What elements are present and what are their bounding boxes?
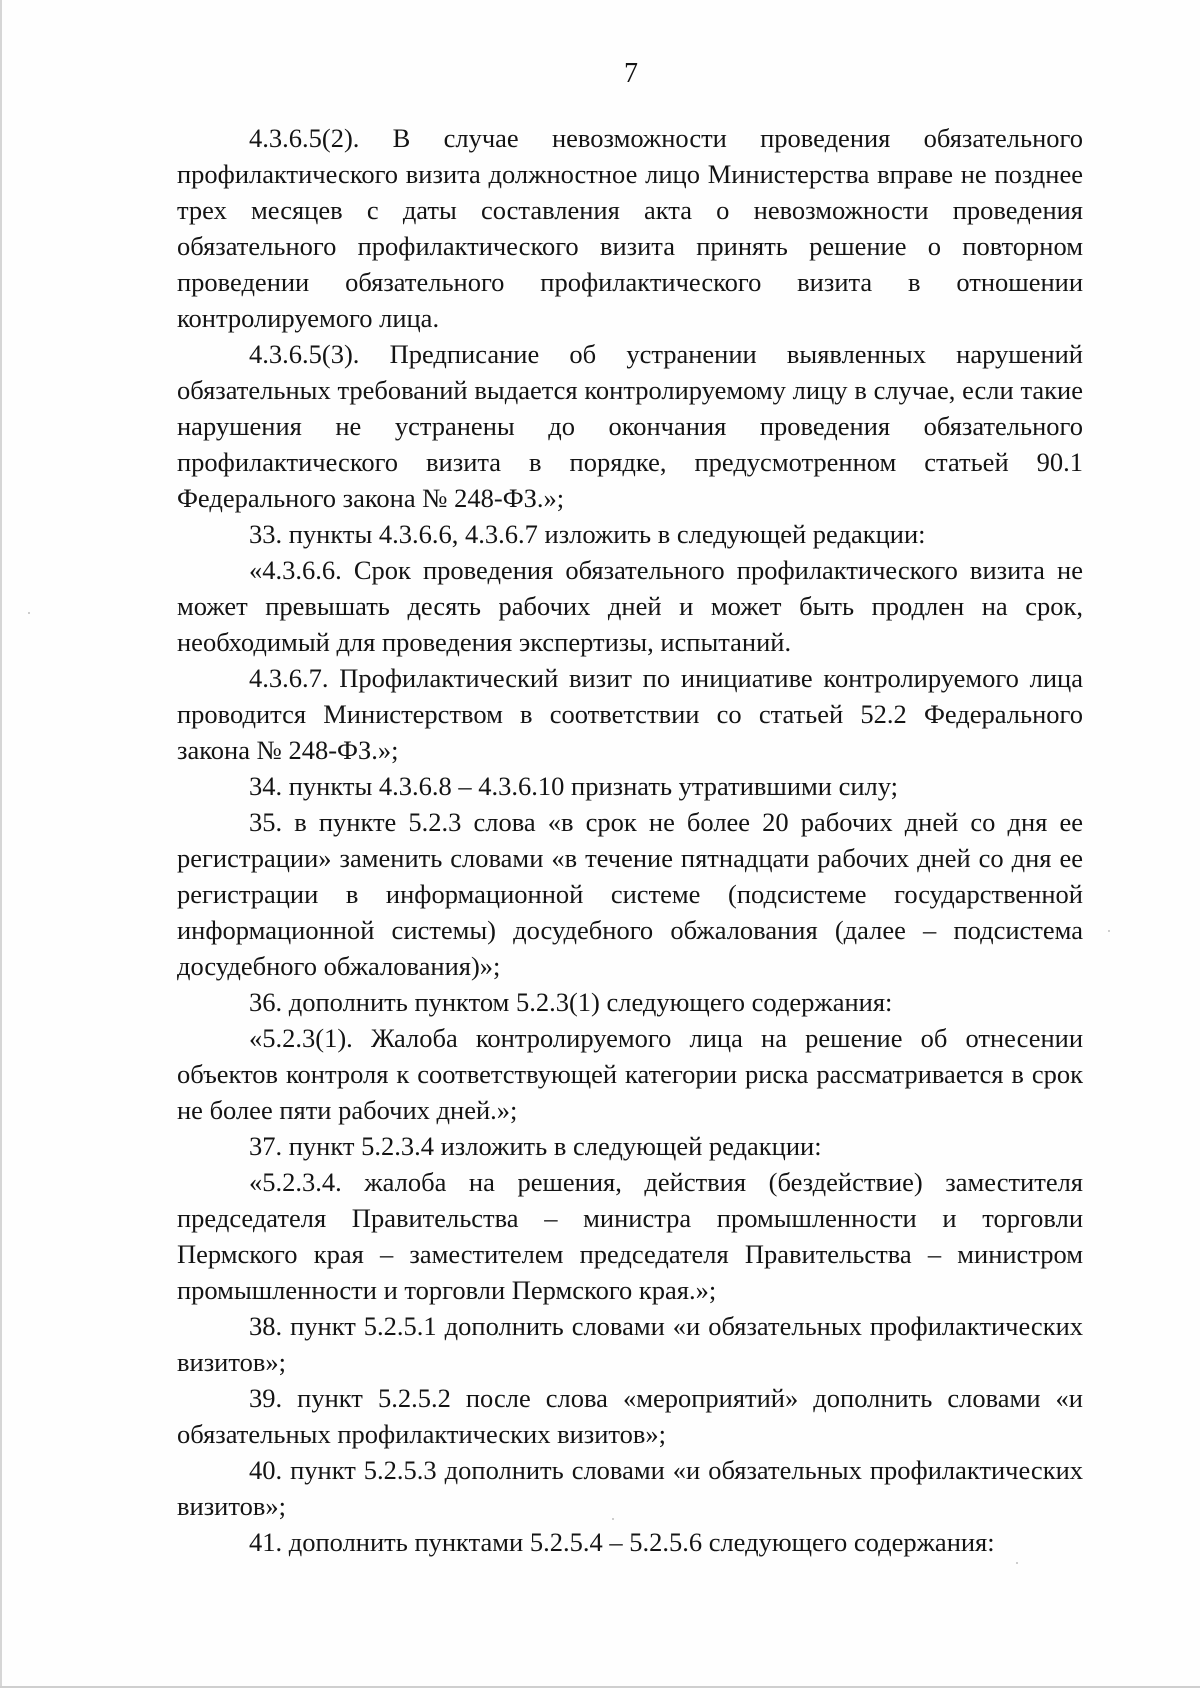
scan-speck xyxy=(1108,930,1110,932)
paragraph-5-2-3-4: «5.2.3.4. жалоба на решения, действия (бездействие) заместителя председателя Правительства – министра промышленности и торговли Пермского края – заместителем председателя Правительства – министром промышленности и торговли Пермского края.»; xyxy=(177,1167,1083,1305)
paragraph-item-34: 34. пункты 4.3.6.8 – 4.3.6.10 признать утратившими силу; xyxy=(249,771,899,801)
paragraph-item-33: 33. пункты 4.3.6.6, 4.3.6.7 изложить в следующей редакции: xyxy=(249,519,926,549)
paragraph-item-40: 40. пункт 5.2.5.3 дополнить словами «и обязательных профилактических визитов»; xyxy=(177,1455,1083,1521)
scan-speck xyxy=(28,612,30,614)
scan-speck xyxy=(612,1518,614,1520)
paragraph-4-3-6-7: 4.3.6.7. Профилактический визит по инициативе контролируемого лица проводится Министерством в соответствии со статьей 52.2 Федерального закона № 248-ФЗ.»; xyxy=(177,663,1083,765)
paragraph-4-3-6-5-3: 4.3.6.5(3). Предписание об устранении выявленных нарушений обязательных требований выдается контролируемому лицу в случае, если такие нарушения не устранены до окончания проведения обязательного профилактического визита в порядке, предусмотренном статьей 90.1 Федерального закона № 248-ФЗ.»; xyxy=(177,339,1083,513)
paragraph-4-3-6-5-2: 4.3.6.5(2). В случае невозможности проведения обязательного профилактического визита должностное лицо Министерства вправе не позднее трех месяцев с даты составления акта о невозможности проведения обязательного профилактического визита принять решение о повторном проведении обязательного профилактического визита в отношении контролируемого лица. xyxy=(177,123,1083,333)
paragraph-item-38: 38. пункт 5.2.5.1 дополнить словами «и обязательных профилактических визитов»; xyxy=(177,1311,1083,1377)
scan-edge-left xyxy=(0,0,2,1688)
paragraph-item-37: 37. пункт 5.2.3.4 изложить в следующей редакции: xyxy=(249,1131,822,1161)
paragraph-item-35: 35. в пункте 5.2.3 слова «в срок не более 20 рабочих дней со дня ее регистрации» заменить словами «в течение пятнадцати рабочих дней со дня ее регистрации в информационной системе (подсистеме государственной информационной системы) досудебного обжалования (далее – подсистема досудебного обжалования)»; xyxy=(177,807,1083,981)
page-number: 7 xyxy=(624,58,638,89)
paragraph-item-41: 41. дополнить пунктами 5.2.5.4 – 5.2.5.6 следующего содержания: xyxy=(249,1527,995,1557)
paragraph-5-2-3-1: «5.2.3(1). Жалоба контролируемого лица на решение об отнесении объектов контроля к соответствующей категории риска рассматривается в срок не более пяти рабочих дней.»; xyxy=(177,1023,1083,1125)
paragraph-4-3-6-6: «4.3.6.6. Срок проведения обязательного профилактического визита не может превышать десять рабочих дней и может быть продлен на срок, необходимый для проведения экспертизы, испытаний. xyxy=(177,555,1083,657)
paragraph-item-39: 39. пункт 5.2.5.2 после слова «мероприятий» дополнить словами «и обязательных профилактических визитов»; xyxy=(177,1383,1083,1449)
paragraph-item-36: 36. дополнить пунктом 5.2.3(1) следующего содержания: xyxy=(249,987,893,1017)
scan-speck xyxy=(1016,1562,1018,1564)
document-body xyxy=(177,120,1083,1560)
